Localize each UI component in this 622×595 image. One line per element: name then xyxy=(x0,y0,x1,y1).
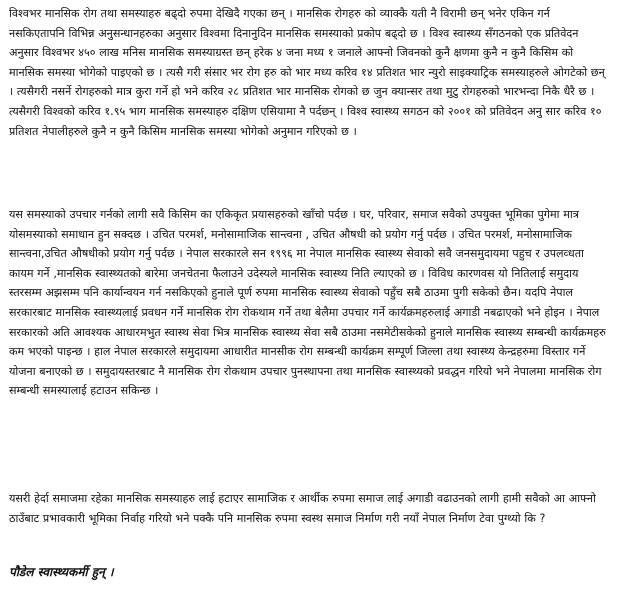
article-paragraph-3: यसरी हेर्दा समाजमा रहेका मानसिक समस्याहरु लाई हटाएर सामाजिक र आर्थीक रुपमा समाज लाई अगाडी वढाउनको लागी हामी सवैको आ आफ्नो ठाउँबाट प्रभावकारी भूमिका निर्वाह गरियो भने पक्कै पनि मानसिक रुपमा स्वस्थ समाज निर्माण गरी नयाँ नेपाल निर्माण टेवा पुग्थ्यो कि ? xyxy=(9,492,596,525)
author-signature: पौडेल स्वास्थ्यकर्मी हुन् । xyxy=(9,565,114,579)
article-paragraph-1: विश्वभर मानसिक रोग तथा समस्याहरु बढ्दो रुपमा देखिदै गएका छन् । मानसिक रोगहरु को व्याक्कै यती नै विरामी छन् भनेर एकिन गर्न नसकिएतापनि विभिन्न अनुसन्धानहरुका अनुसार विश्वमा दिनानुदिन मानसिक समस्याको प्रकोप बढ्दो छ । विश्व स्वास्थ्य सँगठनको एक प्रतिवेदन अनुसार विश्वभर ४५० लाख मनिस मानसिक समस्याग्रस्त छन् हरेक ४ जना मध्य १ जनाले आफ्नो जिवनको कुनै क्षणमा कुनै न कुनै किसिम को मानसिक समस्या भोगेको पाइएको छ । त्यसै गरी संसार भर रोग हरु को भार मध्य करिव १४ प्रतिशत भार न्युरो साइक्याट्रिक समस्याहरुले ओगटेको छन् । त्यसैगरी नसर्ने रोगहरुको मात्र कुरा गर्ने हो भने करिव २८ प्रतिशत भार मानसिक रोगको छ जुन क्यान्सर तथा मुटु रोगहरुको भारभन्दा निकै धैरै छ । त्यसैगरी विश्वको करिव १.९५ भाग मानसिक समस्याहरु दक्षिण एसियामा नै पर्दछन् । विश्व स्वास्थ्य सगठन को २००१ को प्रतिवेदन अनु सार करिव १० प्रतिशत नेपालीहरुले कुनै न कुनै किसिम मानसिक समस्या भोगेको अनुमान गरिएको छ । xyxy=(9,7,605,138)
article-paragraph-2: यस समस्याको उपचार गर्नको लागी सवै किसिम का एकिकृत प्रयासहरुको खाँचो पर्दछ । घर, परिवार, समाज सवैको उपयुक्त भूमिका पुगेमा मात्र योसमस्याको समाधान हुन सक्दछ । उचित परमर्श, मनोसामाजिक सान्त्वना , उचित औषधी को प्रयोग गर्नु पर्दछ । उचित परमर्श, मनोसामाजिक सान्त्वना,उचित औषधीको प्रयोग गर्नु पर्दछ । नेपाल सरकारले सन १९९६ मा नेपाल मानसिक स्वास्थ्य सेवाको सवै जनसमुदायमा पहुच र उपलव्धता कायम गर्ने ,मानसिक स्वास्थ्यतको बारेमा जनचेतना फैलाउने उदेस्यले मानसिक स्वास्थ्य निति ल्याएको छ । विविध कारणवस यो नितिलाई समुदाय स्तरसम्म अझसम्म पनि कार्यान्वयन गर्न नसकिएको हुनाले पूर्ण रुपमा मानसिक स्वास्थ्य सेवाको पहुँच सबै ठाउमा पुगी सकेको छैन। यदपि नेपाल सरकारबाट मानसिक स्वास्थ्यलाई प्रवधन गर्ने मानसिक रोग रोकथाम गर्ने तथा बेलैमा उपचार गर्ने कार्यक्रमहरुलाई अगाडी नबढाएको भने होइन । नेपाल सरकारको अति आवश्यक आधारमभुत स्वास्थ सेवा भित्र मानसिक स्वास्थ्य सेवा सबै ठाउमा नसमेटीसकेको हुनाले मानसिक स्वास्थ्य सम्बन्धी कार्यक्रमहरु कम भएको पाइन्छ । हाल नेपाल सरकारले समुदायमा आधारीत मानसीक रोग सम्बन्धी कार्यक्रम सम्पूर्ण जिल्ला तथा स्वास्थ्य केन्द्रहरुमा विस्तार गर्ने योजना बनाएको छ । समुदायस्तरबाट नै मानसिक रोग रोकथाम उपचार पुनस्थापना तथा मानसिक स्वास्थ्यको प्रवद्धन गरियो भने नेपालमा मानसिक रोग सम्बन्धी समस्यालाई हटाउन सकिन्छ । xyxy=(9,208,606,398)
